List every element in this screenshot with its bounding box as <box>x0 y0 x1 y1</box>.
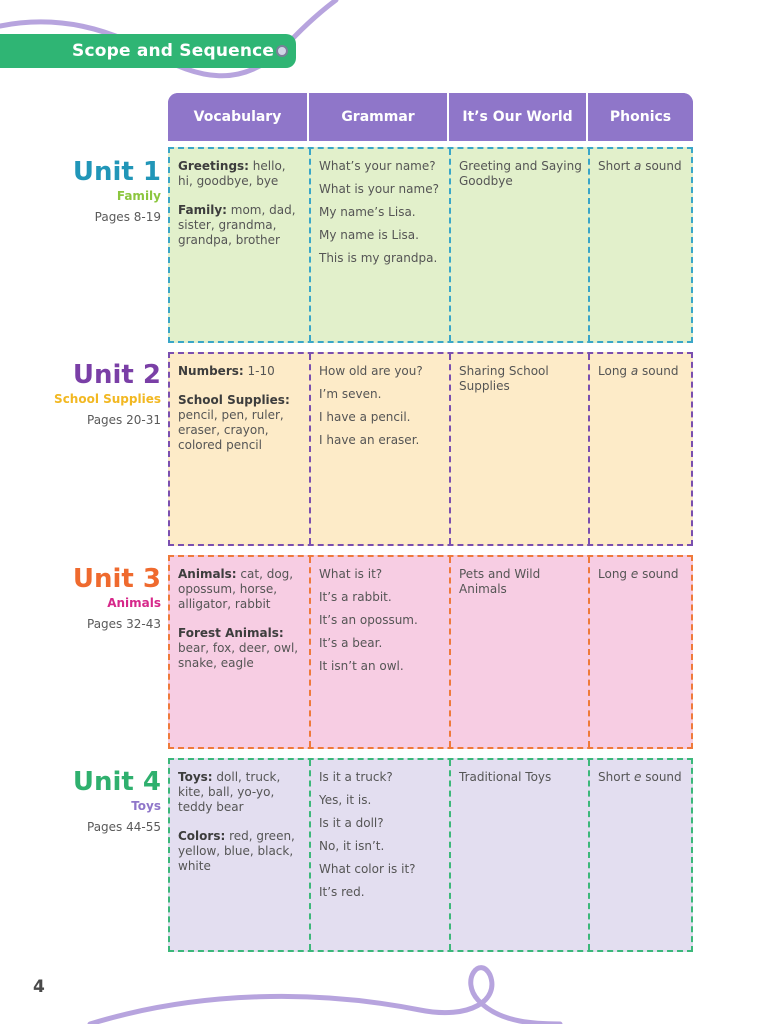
grammar-line: I have a pencil. <box>319 410 411 424</box>
column-header-grammar: Grammar <box>309 93 449 141</box>
column-header-phonics: Phonics <box>588 93 693 141</box>
vocab-heading: Toys: <box>178 770 213 784</box>
unit-label <box>0 767 161 835</box>
vocab-group <box>178 159 303 189</box>
unit-label <box>0 157 161 225</box>
grammar-line: Is it a doll? <box>319 816 384 830</box>
unit-table-row <box>168 758 693 952</box>
grammar-line: I have an eraser. <box>319 433 420 447</box>
grammar-line: How old are you? <box>319 364 423 378</box>
vocab-words: hello, hi, goodbye, bye <box>178 159 286 188</box>
our-world-cell <box>449 557 588 747</box>
vocabulary-cell <box>170 354 309 544</box>
phonics-suffix: sound <box>638 364 679 378</box>
unit-pages: Pages 44-55 <box>87 820 161 834</box>
our-world-cell <box>449 149 588 341</box>
grammar-line: My name’s Lisa. <box>319 205 416 219</box>
phonics-letter: e <box>634 770 642 784</box>
phonics-suffix: sound <box>641 770 682 784</box>
vocab-group <box>178 770 303 815</box>
vocab-words: 1-10 <box>243 364 275 378</box>
grammar-line: What is it? <box>319 567 383 581</box>
pin-icon <box>276 45 288 57</box>
vocab-words: bear, fox, deer, owl, snake, eagle <box>178 641 299 670</box>
phonics-suffix: sound <box>641 159 682 173</box>
our-world-text: Greeting and Saying Goodbye <box>459 159 582 188</box>
our-world-cell <box>449 760 588 950</box>
grammar-cell <box>309 354 449 544</box>
phonics-prefix: Long <box>598 567 631 581</box>
phonics-prefix: Short <box>598 159 635 173</box>
unit-theme: Family <box>116 189 161 203</box>
vocab-words: mom, dad, sister, grandma, grandpa, brother <box>178 203 296 247</box>
vocab-group <box>178 567 303 612</box>
grammar-line: It’s red. <box>319 885 365 899</box>
unit-label <box>0 564 161 632</box>
vocab-heading: Forest Animals: <box>178 626 284 640</box>
vocab-heading: Colors: <box>178 829 226 843</box>
our-world-text: Sharing School Supplies <box>459 364 549 393</box>
unit-name: Unit 3 <box>72 564 161 594</box>
vocab-group <box>178 626 303 671</box>
column-header-vocabulary: Vocabulary <box>168 93 309 141</box>
unit-table-row <box>168 352 693 546</box>
vocabulary-cell <box>170 149 309 341</box>
phonics-cell <box>588 149 691 341</box>
grammar-line: This is my grandpa. <box>319 251 438 265</box>
unit-pages: Pages 20-31 <box>87 413 161 427</box>
unit-pages: Pages 32-43 <box>87 617 161 631</box>
our-world-cell <box>449 354 588 544</box>
page-number: 4 <box>33 977 45 997</box>
grammar-cell <box>309 760 449 950</box>
grammar-line: What’s your name? <box>319 159 436 173</box>
vocab-words: doll, truck, kite, ball, yo-yo, teddy bear <box>178 770 281 814</box>
vocab-group <box>178 364 303 379</box>
table-header <box>168 93 693 141</box>
unit-table-row <box>168 147 693 343</box>
unit-table-row <box>168 555 693 749</box>
grammar-line: Is it a truck? <box>319 770 393 784</box>
phonics-prefix: Long <box>598 364 631 378</box>
page-title: Scope and Sequence <box>72 41 275 61</box>
unit-theme: Animals <box>107 596 161 610</box>
vocab-group <box>178 203 303 248</box>
phonics-letter: a <box>634 159 642 173</box>
phonics-cell <box>588 557 691 747</box>
vocab-heading: Numbers: <box>178 364 244 378</box>
grammar-line: What color is it? <box>319 862 416 876</box>
grammar-line: It isn’t an owl. <box>319 659 404 673</box>
our-world-text: Traditional Toys <box>459 770 552 784</box>
unit-pages: Pages 8-19 <box>94 210 161 224</box>
section-tab <box>0 34 296 68</box>
vocab-heading: Family: <box>178 203 227 217</box>
grammar-line: No, it isn’t. <box>319 839 385 853</box>
grammar-cell <box>309 149 449 341</box>
column-header-our-world: It’s Our World <box>449 93 588 141</box>
phonics-cell <box>588 760 691 950</box>
vocabulary-cell <box>170 760 309 950</box>
phonics-suffix: sound <box>638 567 679 581</box>
our-world-text: Pets and Wild Animals <box>459 567 541 596</box>
vocab-group <box>178 393 303 453</box>
grammar-line: It’s an opossum. <box>319 613 418 627</box>
vocab-words: red, green, yellow, blue, black, white <box>178 829 295 873</box>
phonics-prefix: Short <box>598 770 635 784</box>
vocabulary-cell <box>170 557 309 747</box>
grammar-line: Yes, it is. <box>319 793 372 807</box>
unit-theme: Toys <box>131 799 161 813</box>
phonics-letter: e <box>630 567 639 581</box>
grammar-line: What is your name? <box>319 182 439 196</box>
vocab-group <box>178 829 303 874</box>
vocab-heading: Animals: <box>178 567 237 581</box>
unit-name: Unit 2 <box>72 360 161 390</box>
grammar-cell <box>309 557 449 747</box>
grammar-line: It’s a rabbit. <box>319 590 392 604</box>
unit-name: Unit 1 <box>72 157 161 187</box>
grammar-line: It’s a bear. <box>319 636 383 650</box>
unit-name: Unit 4 <box>72 767 161 797</box>
phonics-letter: a <box>630 364 639 378</box>
unit-label <box>0 360 161 428</box>
phonics-cell <box>588 354 691 544</box>
vocab-heading: School Supplies: <box>178 393 290 407</box>
vocab-words: pencil, pen, ruler, eraser, crayon, colored pencil <box>178 408 284 452</box>
grammar-line: I’m seven. <box>319 387 382 401</box>
unit-theme: School Supplies <box>54 392 161 406</box>
grammar-line: My name is Lisa. <box>319 228 419 242</box>
vocab-heading: Greetings: <box>178 159 249 173</box>
vocab-words: cat, dog, opossum, horse, alligator, rabbit <box>178 567 294 611</box>
